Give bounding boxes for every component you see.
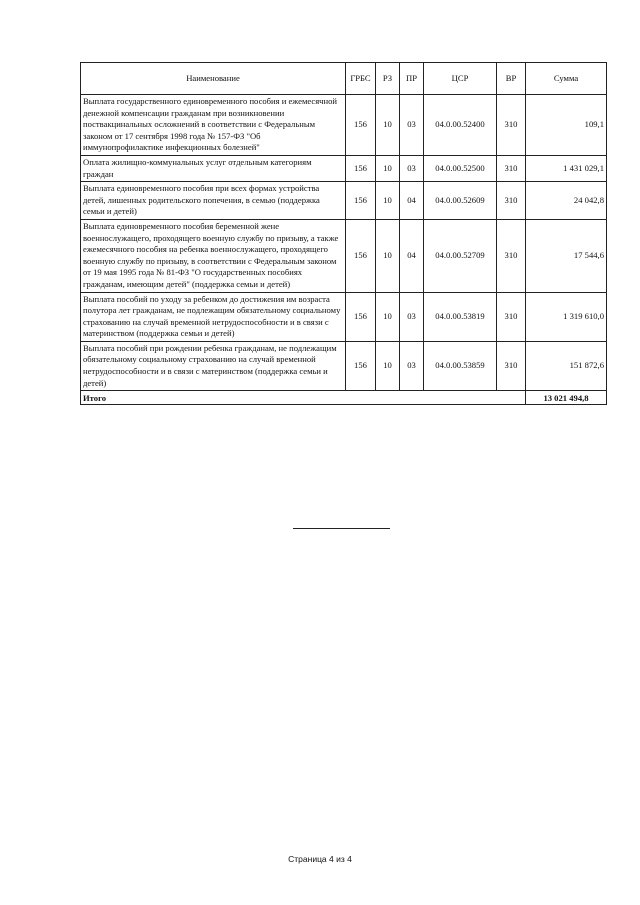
row-name: Выплата единовременного пособия беременной жене военнослужащего, проходящего военную службу по призыву, а также ежемесячного пособия на ребенка военнослужащего, проходящего военную службу по призыву, в соответствии с Федеральным законом от 19 мая 1995 года № 81-ФЗ "О государственных пособиях гражданам, имеющим детей" (поддержка семьи и детей) <box>81 219 346 292</box>
total-row <box>81 391 607 405</box>
total-sum: 13 021 494,8 <box>526 391 607 405</box>
row-grbs: 156 <box>346 155 376 181</box>
row-vr: 310 <box>497 292 526 341</box>
row-name: Оплата жилищно-коммунальных услуг отдельным категориям граждан <box>81 155 346 181</box>
row-vr: 310 <box>497 182 526 220</box>
table-header-row <box>81 63 607 95</box>
row-csr: 04.0.00.52609 <box>424 182 497 220</box>
row-rz: 10 <box>376 292 400 341</box>
row-csr: 04.0.00.52709 <box>424 219 497 292</box>
table-row <box>81 219 607 292</box>
row-csr: 04.0.00.53859 <box>424 341 497 390</box>
table-row <box>81 292 607 341</box>
budget-table <box>80 62 607 405</box>
table-row <box>81 155 607 181</box>
row-name: Выплата единовременного пособия при всех формах устройства детей, лишенных родительского попечения, в семью (поддержка семьи и детей) <box>81 182 346 220</box>
end-separator-line <box>293 528 390 529</box>
row-sum: 17 544,6 <box>526 219 607 292</box>
row-vr: 310 <box>497 95 526 156</box>
row-grbs: 156 <box>346 292 376 341</box>
header-vr: ВР <box>497 63 526 95</box>
row-rz: 10 <box>376 155 400 181</box>
header-csr: ЦСР <box>424 63 497 95</box>
header-grbs: ГРБС <box>346 63 376 95</box>
row-rz: 10 <box>376 341 400 390</box>
row-name: Выплата пособий по уходу за ребенком до достижения им возраста полутора лет гражданам, не подлежащим обязательному социальному страхованию на случай временной нетрудоспособности и в связи с материнством (поддержка семьи и детей) <box>81 292 346 341</box>
row-pr: 04 <box>400 219 424 292</box>
row-pr: 03 <box>400 341 424 390</box>
row-name: Выплата пособий при рождении ребенка гражданам, не подлежащим обязательному социальному страхованию на случай временной нетрудоспособности и в связи с материнством (поддержка семьи и детей) <box>81 341 346 390</box>
row-rz: 10 <box>376 95 400 156</box>
table-row <box>81 182 607 220</box>
row-pr: 03 <box>400 155 424 181</box>
row-sum: 109,1 <box>526 95 607 156</box>
header-rz: РЗ <box>376 63 400 95</box>
header-pr: ПР <box>400 63 424 95</box>
row-csr: 04.0.00.53819 <box>424 292 497 341</box>
row-pr: 04 <box>400 182 424 220</box>
row-name: Выплата государственного единовременного пособия и ежемесячной денежной компенсации гражданам при возникновении поствакцинальных осложнений в соответствии с Федеральным законом от 17 сентября 1998 года № 157-ФЗ "Об иммунопрофилактике инфекционных болезней" <box>81 95 346 156</box>
row-sum: 151 872,6 <box>526 341 607 390</box>
row-pr: 03 <box>400 292 424 341</box>
row-csr: 04.0.00.52400 <box>424 95 497 156</box>
table-row <box>81 341 607 390</box>
table-row <box>81 95 607 156</box>
row-pr: 03 <box>400 95 424 156</box>
row-csr: 04.0.00.52500 <box>424 155 497 181</box>
row-grbs: 156 <box>346 341 376 390</box>
row-sum: 1 319 610,0 <box>526 292 607 341</box>
row-vr: 310 <box>497 341 526 390</box>
page-number: Страница 4 из 4 <box>288 854 352 864</box>
total-label: Итого <box>81 391 526 405</box>
row-grbs: 156 <box>346 219 376 292</box>
row-rz: 10 <box>376 182 400 220</box>
row-grbs: 156 <box>346 95 376 156</box>
row-sum: 1 431 029,1 <box>526 155 607 181</box>
header-name: Наименование <box>81 63 346 95</box>
header-sum: Сумма <box>526 63 607 95</box>
row-grbs: 156 <box>346 182 376 220</box>
row-vr: 310 <box>497 219 526 292</box>
row-vr: 310 <box>497 155 526 181</box>
row-rz: 10 <box>376 219 400 292</box>
row-sum: 24 042,8 <box>526 182 607 220</box>
